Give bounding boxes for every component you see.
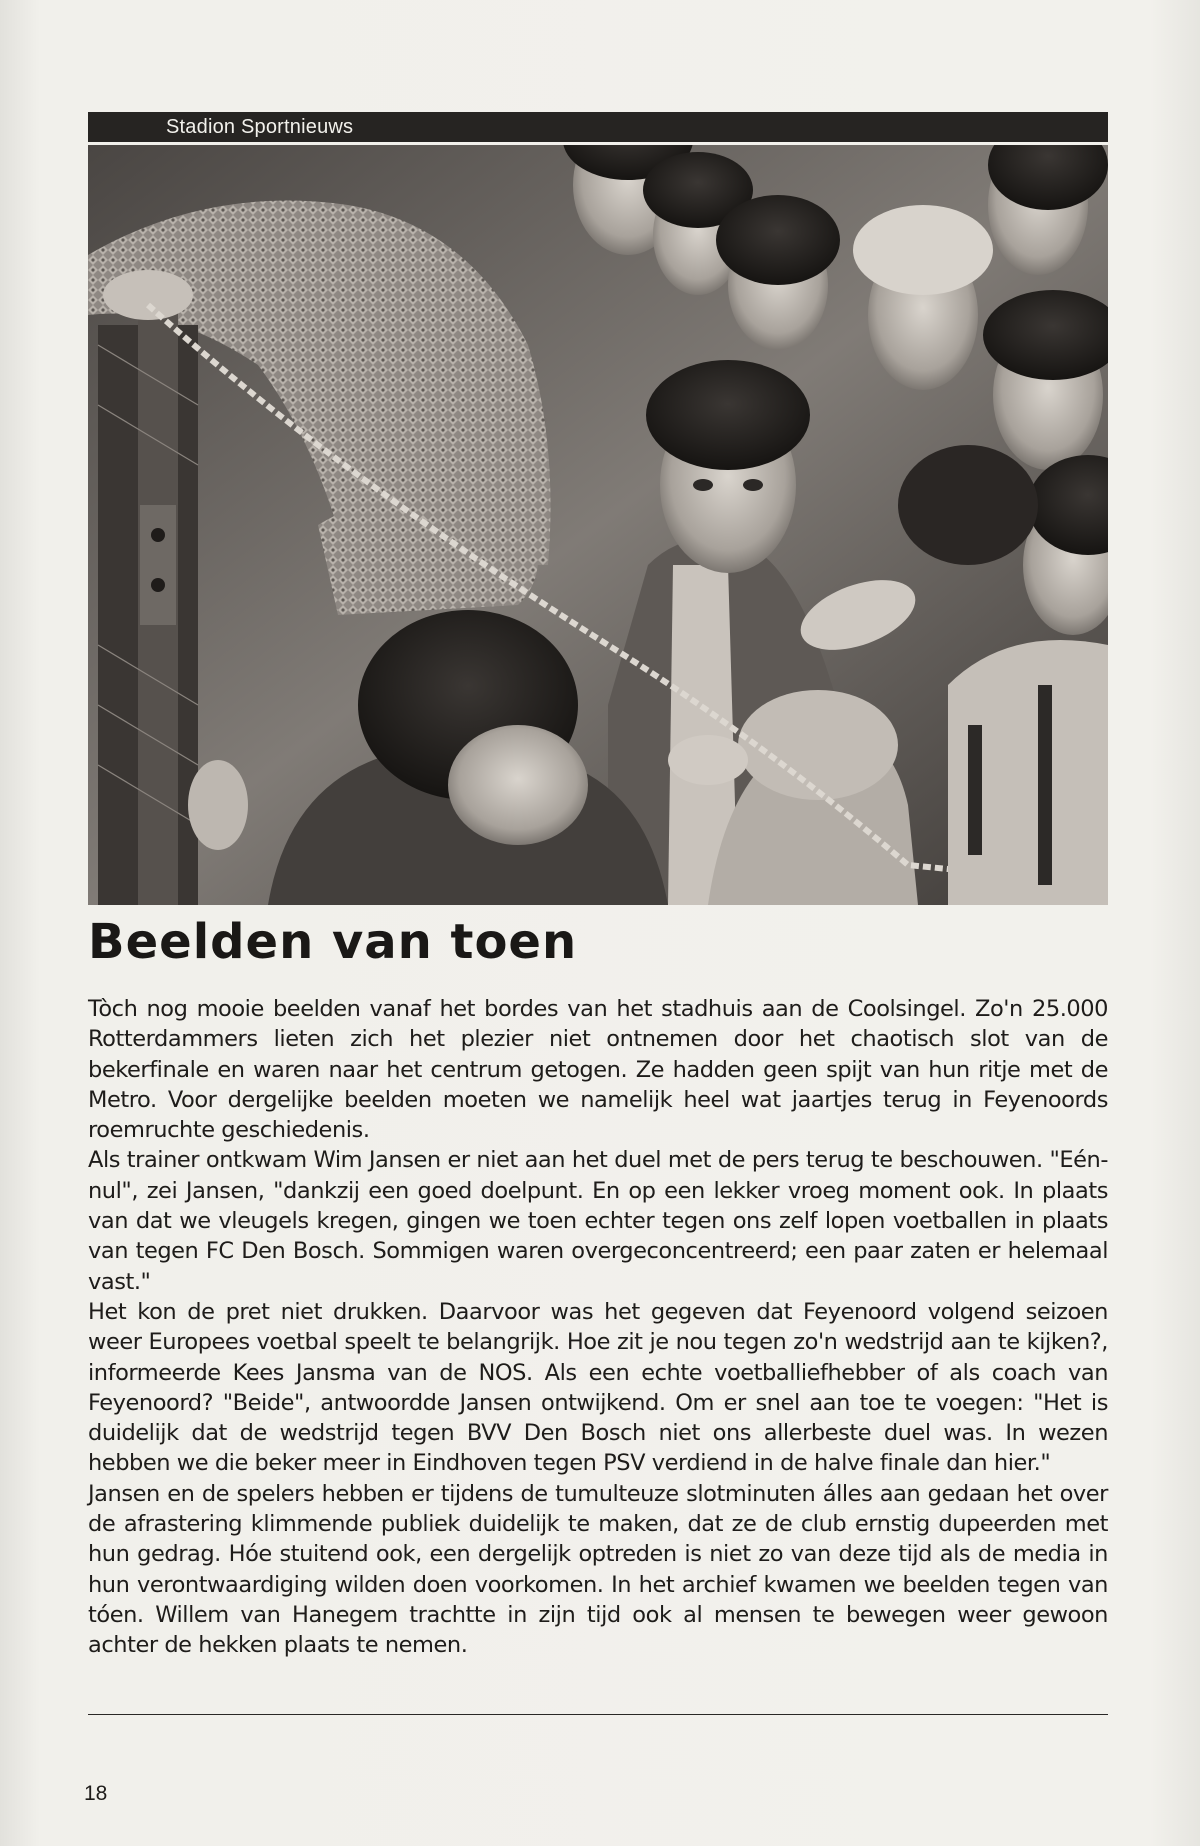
article-headline: Beelden van toen xyxy=(88,914,578,970)
footer-divider xyxy=(88,1714,1108,1715)
article-body xyxy=(88,994,1108,1661)
crowd-photo xyxy=(88,145,1108,905)
section-header-bar xyxy=(88,112,1108,142)
photo-illustration xyxy=(88,145,1108,905)
article-paragraph: Als trainer ontkwam Wim Jansen er niet aan het duel met de pers terug te beschouwen. "Eén-nul", zei Jansen, "dankzij een goed doelpunt. En op een lekker vroeg moment ook. In plaats van dat we vleugels kregen, gingen we toen echter tegen ons zelf lopen voetballen in plaats van tegen FC Den Bosch. Sommigen waren overgeconcentreerd; een paar zaten er helemaal vast." xyxy=(88,1147,1108,1295)
article-paragraph: Tòch nog mooie beelden vanaf het bordes van het stadhuis aan de Coolsingel. Zo'n 25.000 Rotterdammers lieten zich het plezier niet ontnemen door het chaotisch slot van de bekerfinale en waren naar het centrum getogen. Ze hadden geen spijt van hun ritje met de Metro. Voor dergelijke beelden moeten we namelijk heel wat jaartjes terug in Feyenoords roemruchte geschiedenis. xyxy=(88,996,1108,1144)
right-crowd xyxy=(948,640,1108,905)
article-paragraph: Het kon de pret niet drukken. Daarvoor was het gegeven dat Feyenoord volgend seizoen weer Europees voetbal speelt te belangrijk. Hoe zit je nou tegen zo'n wedstrijd aan te kijken?, informeerde Kees Jansma van de NOS. Als een echte voetballiefhebber of als coach van Feyenoord? "Beide", antwoordde Jansen ontwijkend. Om er snel aan toe te voegen: "Het is duidelijk dat de wedstrijd tegen BVV Den Bosch niet ons allerbeste duel was. In wezen hebben we die beker meer in Eindhoven tegen PSV verdiend in de halve finale dan hier." xyxy=(88,1298,1108,1477)
article-paragraph: Jansen en de spelers hebben er tijdens de tumulteuze slotminuten álles aan gedaan het over de afrastering klimmende publiek duidelijk te maken, dat ze de club ernstig dupeerden met hun gedrag. Hóe stuitend ook, een dergelijk optreden is niet zo van deze tijd als de media in hun verontwaardiging wilden doen voorkomen. In het archief kwamen we beelden tegen van tóen. Willem van Hanegem trachtte in zijn tijd ook al mensen te bewegen weer gewoon achter de hekken plaats te nemen. xyxy=(88,1480,1108,1659)
section-label: Stadion Sportnieuws xyxy=(166,116,354,138)
gate-post xyxy=(98,285,198,905)
page-number: 18 xyxy=(84,1782,108,1805)
